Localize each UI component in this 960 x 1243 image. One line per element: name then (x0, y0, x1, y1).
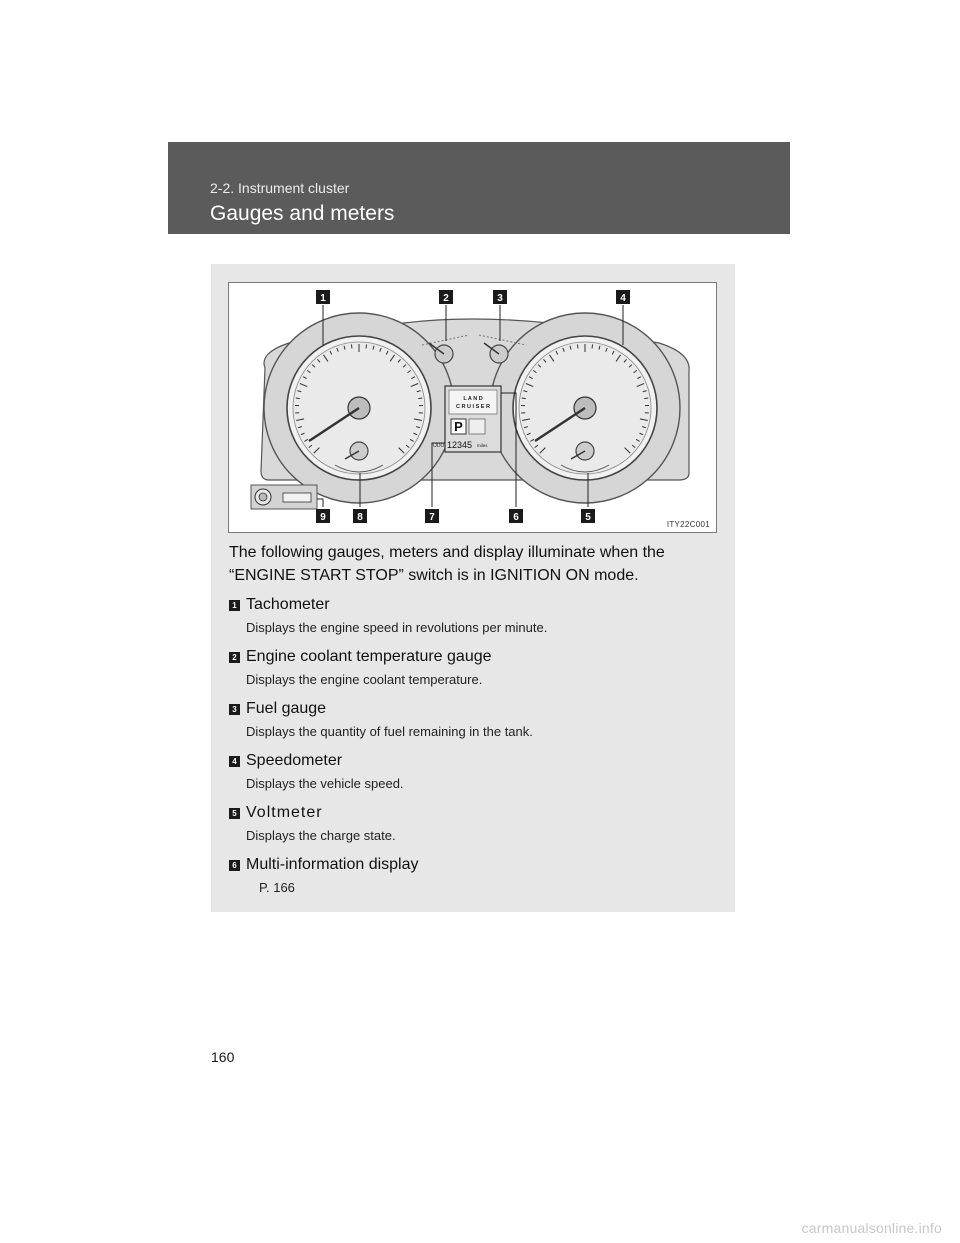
item-marker: 2 (229, 652, 240, 663)
item-marker: 4 (229, 756, 240, 767)
display-brand-line1: L A N D (463, 396, 483, 402)
callout-7: 7 (429, 512, 435, 523)
callout-8: 8 (357, 512, 363, 523)
item-marker: 5 (229, 808, 240, 819)
item-description: Displays the charge state. (246, 828, 396, 843)
callout-4: 4 (620, 293, 626, 304)
gauge-tick (296, 398, 300, 399)
item-label: Fuel gauge (246, 700, 327, 717)
intro-text: The following gauges, meters and display illuminate when the “ENGINE START STOP” switch is in IGNITION ON mode. (229, 544, 665, 584)
item-description: Displays the engine coolant temperature. (246, 672, 483, 687)
callout-2: 2 (443, 293, 449, 304)
list-item (229, 751, 724, 803)
figure-code: ITY22C001 (666, 520, 710, 529)
list-item (229, 803, 724, 855)
list-item (229, 647, 724, 699)
instrument-cluster-illustration (229, 283, 717, 533)
callout-3: 3 (497, 293, 503, 304)
display-brand-line2: C R U I S E R (456, 404, 490, 410)
gauge-list (229, 595, 724, 907)
item-label: Engine coolant temperature gauge (246, 648, 492, 665)
callout-6: 6 (513, 512, 519, 523)
watermark: carmanualsonline.info (801, 1220, 942, 1236)
item-label: Multi-information display (246, 856, 419, 873)
callout-1: 1 (320, 293, 326, 304)
item-description: Displays the engine speed in revolutions per minute. (246, 620, 548, 635)
display-odo-label: ODO (433, 443, 445, 449)
page-number: 160 (211, 1049, 235, 1065)
display-shift-position: P (454, 419, 463, 434)
instrument-cluster-figure (228, 282, 717, 533)
section-header (168, 142, 790, 234)
list-item (229, 595, 724, 647)
gauge-tick (522, 398, 526, 399)
list-item (229, 699, 724, 751)
item-description: Displays the vehicle speed. (246, 776, 404, 791)
page-title: Gauges and meters (210, 202, 395, 225)
gauge-tick (644, 398, 648, 399)
page-reference-link[interactable]: P. 166 (259, 880, 295, 895)
item-marker: 1 (229, 600, 240, 611)
item-label: Speedometer (246, 752, 343, 769)
item-marker: 3 (229, 704, 240, 715)
callout-9: 9 (320, 512, 326, 523)
item-marker: 6 (229, 860, 240, 871)
list-item (229, 855, 724, 907)
item-label: Tachometer (246, 596, 330, 613)
callout-5: 5 (585, 512, 591, 523)
display-odo-value: 12345 (447, 440, 473, 450)
section-breadcrumb: 2-2. Instrument cluster (210, 180, 350, 196)
item-description: Displays the quantity of fuel remaining in the tank. (246, 724, 533, 739)
display-odo-unit: miles (477, 443, 488, 448)
gauge-tick (418, 398, 422, 399)
item-label: Voltmeter (246, 804, 323, 821)
